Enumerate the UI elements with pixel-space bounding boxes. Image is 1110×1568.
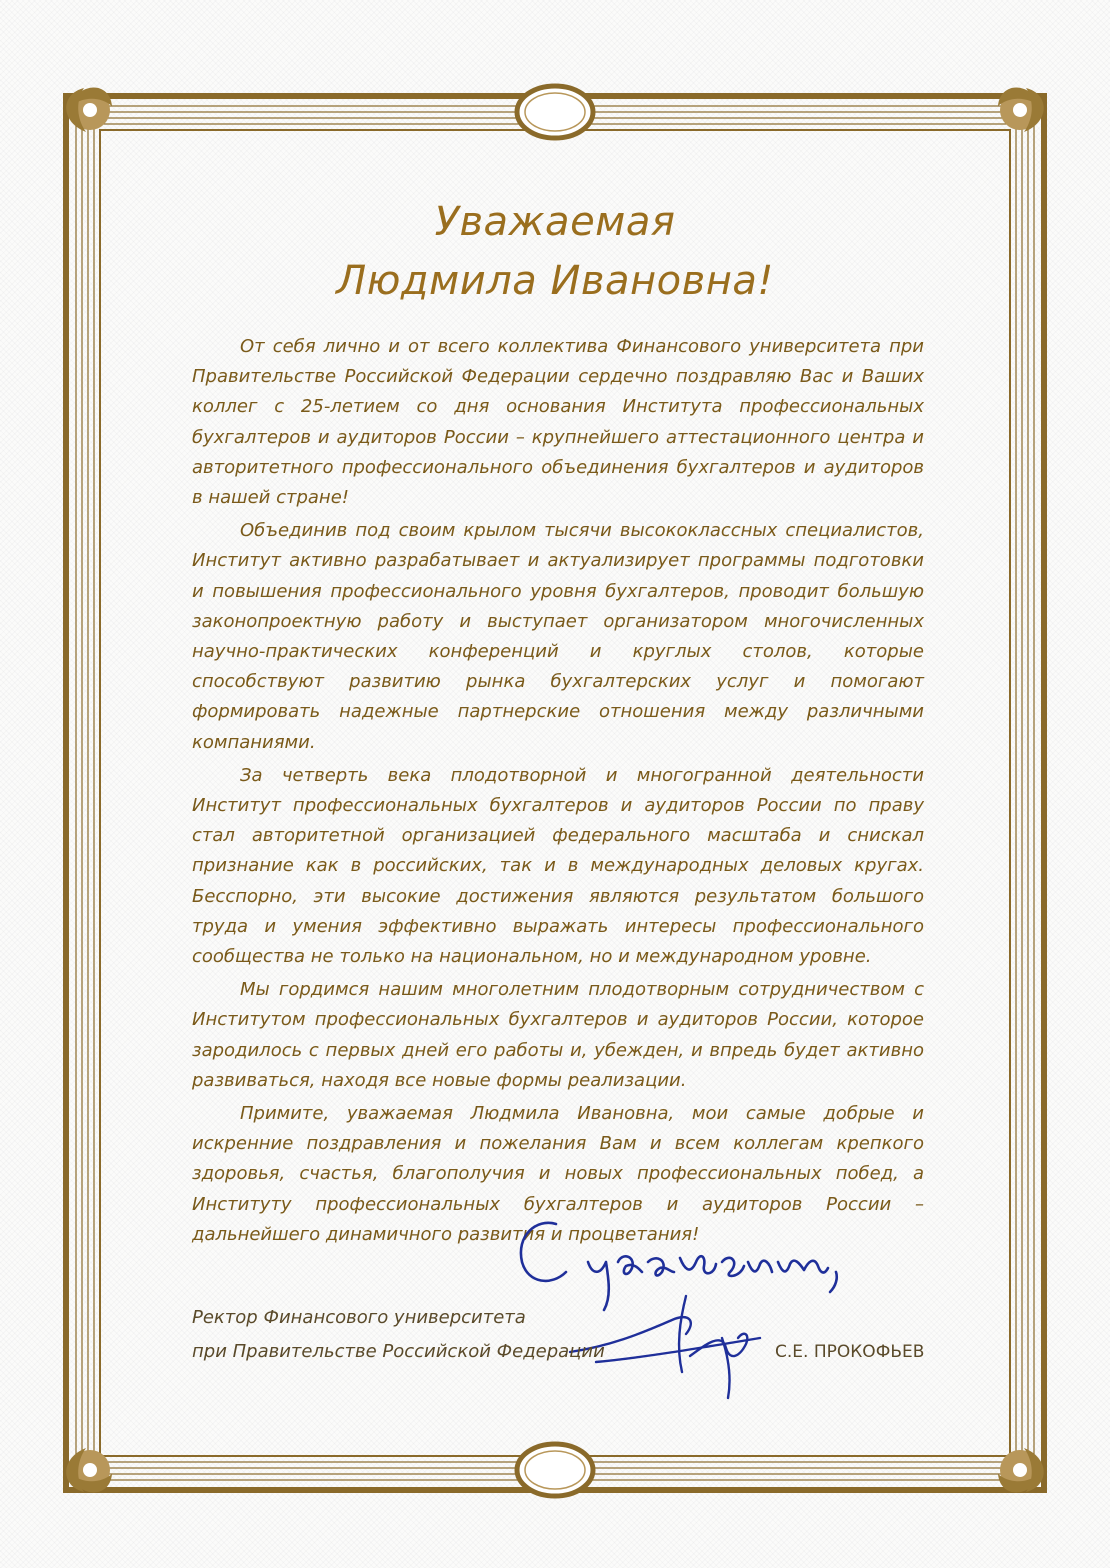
signer-role-line2: при Правительстве Российской Федерации: [192, 1341, 605, 1362]
letter-body: [192, 332, 924, 1253]
paragraph: За четверть века плодотворной и многогранной деятельности Институт профессиональных бухгалтеров и аудиторов России по праву стал авторитетной организацией федерального масштаба и снискал признание как в российских, так и в международных деловых кругах. Бесспорно, эти высокие достижения являются результатом большого труда и умения эффективно выражать интересы профессионального сообщества не только на национальном, но и международном уровне.: [192, 764, 924, 968]
paragraph: Мы гордимся нашим многолетним плодотворным сотрудничеством с Институтом профессиональных бухгалтеров и аудиторов России, которое зародилось с первых дней его работы и, убежден, и впредь будет активно развиваться, находя все новые формы реализации.: [192, 979, 924, 1091]
greeting-title: Уважаемая: [434, 199, 676, 245]
greeting-addressee: Людмила Ивановна!: [336, 258, 774, 304]
signer-name: С.Е. ПРОКОФЬЕВ: [775, 1342, 925, 1362]
signer-role-line1: Ректор Финансового университета: [192, 1307, 526, 1328]
paragraph: От себя лично и от всего коллектива Финансового университета при Правительстве Российской Федерации сердечно поздравляю Вас и Ваших коллег с 25-летием со дня основания Института профессиональных бухгалтеров и аудиторов России – крупнейшего аттестационного центра и авторитетного профессионального объединения бухгалтеров и аудиторов в нашей стране!: [192, 336, 924, 509]
paragraph: Примите, уважаемая Людмила Ивановна, мои самые добрые и искренние поздравления и пожелания Вам и всем коллегам крепкого здоровья, счастья, благополучия и новых профессиональных побед, а Институту профессиональных бухгалтеров и аудиторов России – дальнейшего динамичного развития и процветания!: [192, 1103, 924, 1245]
paragraph: Объединив под своим крылом тысячи высококлассных специалистов, Институт активно разрабатывает и актуализирует программы подготовки и повышения профессионального уровня бухгалтеров, проводит большую законопроектную работу и выступает организатором многочисленных научно-практических конференций и круглых столов, которые способствуют развитию рынка бухгалтерских услуг и помогают формировать надежные партнерские отношения между различными компаниями.: [192, 520, 924, 753]
